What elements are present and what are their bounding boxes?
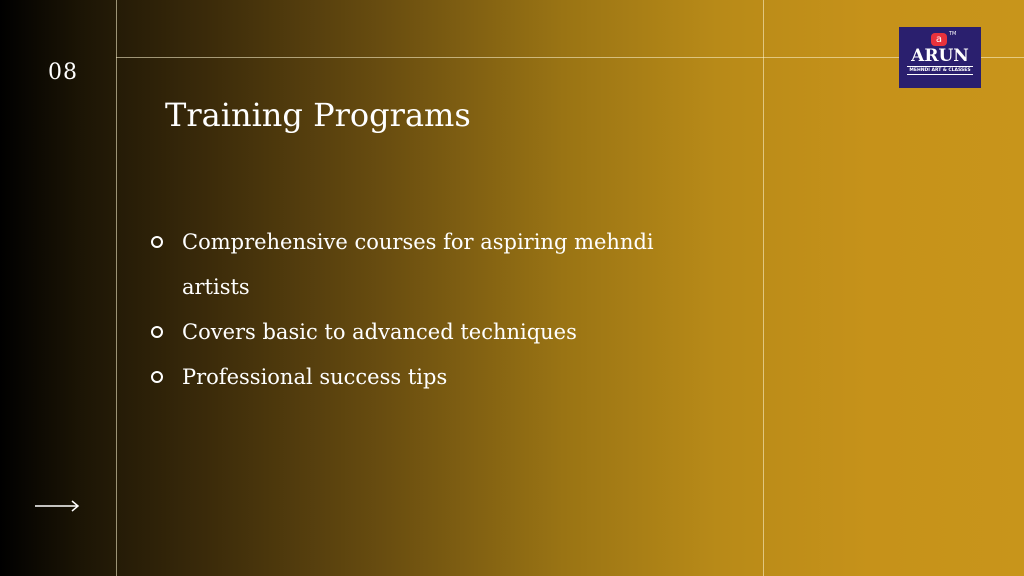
right-divider-line xyxy=(763,0,764,576)
bullet-circle-icon xyxy=(151,371,163,383)
arrow-right-icon xyxy=(34,496,80,516)
slide-number: 08 xyxy=(48,60,78,85)
next-slide-button[interactable] xyxy=(34,496,80,516)
bullet-text: Covers basic to advanced techniques xyxy=(182,320,577,344)
bullet-circle-icon xyxy=(151,236,163,248)
brand-logo xyxy=(899,27,981,88)
logo-subtitle: MEHNDI ART & CLASSES xyxy=(909,68,971,73)
top-divider-line xyxy=(116,57,1024,58)
bullet-text: Comprehensive courses for aspiring mehndi artists xyxy=(182,230,654,299)
slide-title: Training Programs xyxy=(165,96,471,134)
logo-name: ARUN xyxy=(911,46,969,66)
logo-trademark: TM xyxy=(949,31,957,37)
bullet-list xyxy=(150,220,690,400)
bullet-text: Professional success tips xyxy=(182,365,448,389)
list-item xyxy=(150,355,690,400)
logo-rule xyxy=(907,74,973,75)
list-item xyxy=(150,220,690,310)
bullet-circle-icon xyxy=(151,326,163,338)
left-divider-line xyxy=(116,0,117,576)
list-item xyxy=(150,310,690,355)
logo-mark-icon: a xyxy=(931,33,947,46)
